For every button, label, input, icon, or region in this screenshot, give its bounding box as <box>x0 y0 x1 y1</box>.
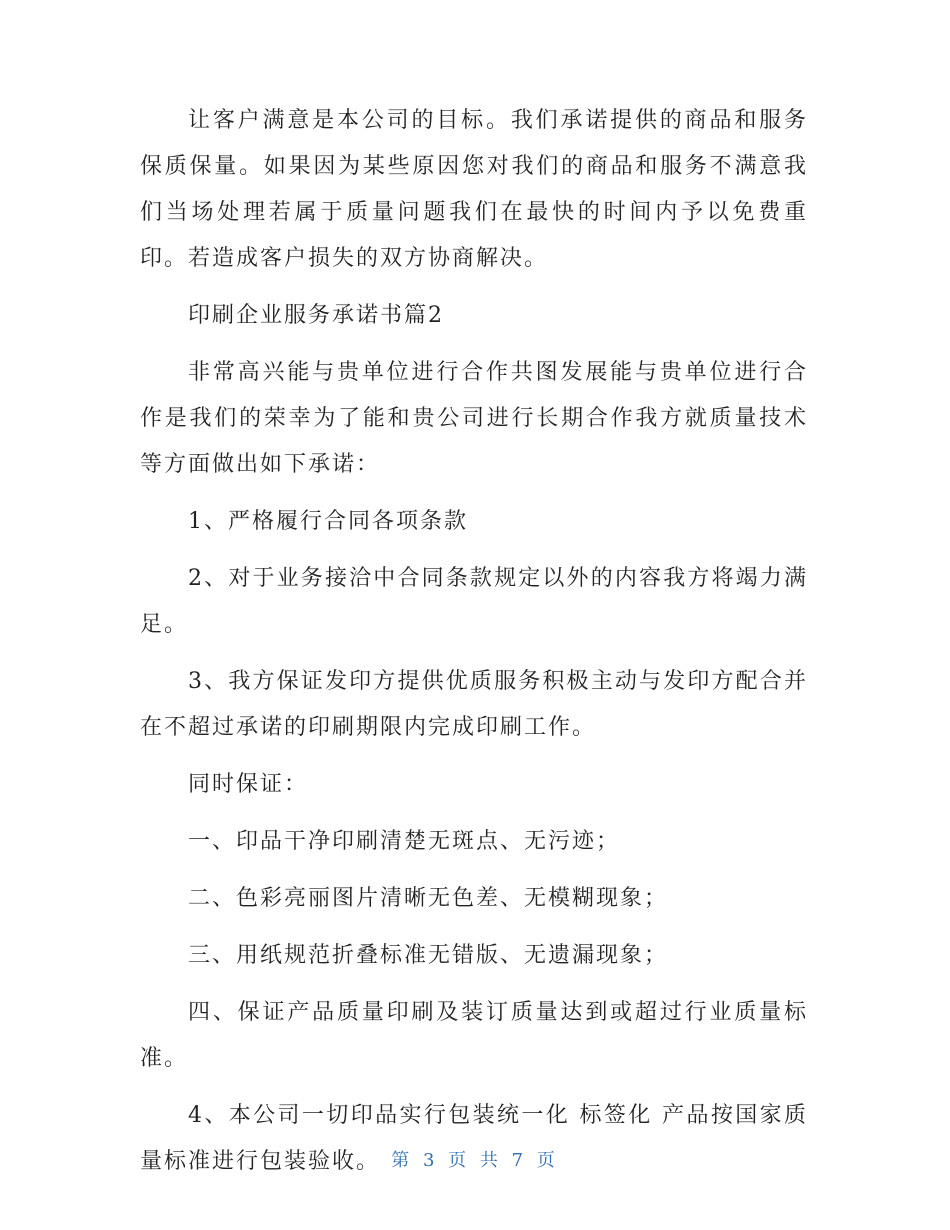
guarantee-heading: 同时保证： <box>188 772 309 797</box>
list-item-1: 1、严格履行合同各项条款 <box>188 509 468 534</box>
list-item-4: 4、本公司一切印品实行包装统一化 标签化 产品按国家质量标准进行包装验收。 <box>140 1103 808 1174</box>
section-heading: 印刷企业服务承诺书篇2 <box>188 303 444 328</box>
guarantee-item-2: 二、色彩亮丽图片清晰无色差、无模糊现象； <box>188 886 669 911</box>
list-item-2: 2、对于业务接洽中合同条款规定以外的内容我方将竭力满足。 <box>140 566 808 637</box>
paragraph-opening: 非常高兴能与贵单位进行合作共图发展能与贵单位进行合作是我们的荣幸为了能和贵公司进行长期合作我方就质量技术等方面做出如下承诺： <box>140 360 808 477</box>
paragraph-intro: 让客户满意是本公司的目标。我们承诺提供的商品和服务保质保量。如果因为某些原因您对我们的商品和服务不满意我们当场处理若属于质量问题我们在最快的时间内予以免费重印。若造成客户损失的双方协商解决。 <box>140 108 808 271</box>
document-body <box>140 98 808 1196</box>
page-number: 第 3 页 共 7 页 <box>391 1150 559 1171</box>
guarantee-item-4: 四、保证产品质量印刷及装订质量达到或超过行业质量标准。 <box>140 1000 808 1071</box>
guarantee-item-1: 一、印品干净印刷清楚无斑点、无污迹； <box>188 829 621 854</box>
list-item-3: 3、我方保证发印方提供优质服务积极主动与发印方配合并在不超过承诺的印刷期限内完成印刷工作。 <box>140 669 808 740</box>
guarantee-item-3: 三、用纸规范折叠标准无错版、无遗漏现象； <box>188 943 669 968</box>
